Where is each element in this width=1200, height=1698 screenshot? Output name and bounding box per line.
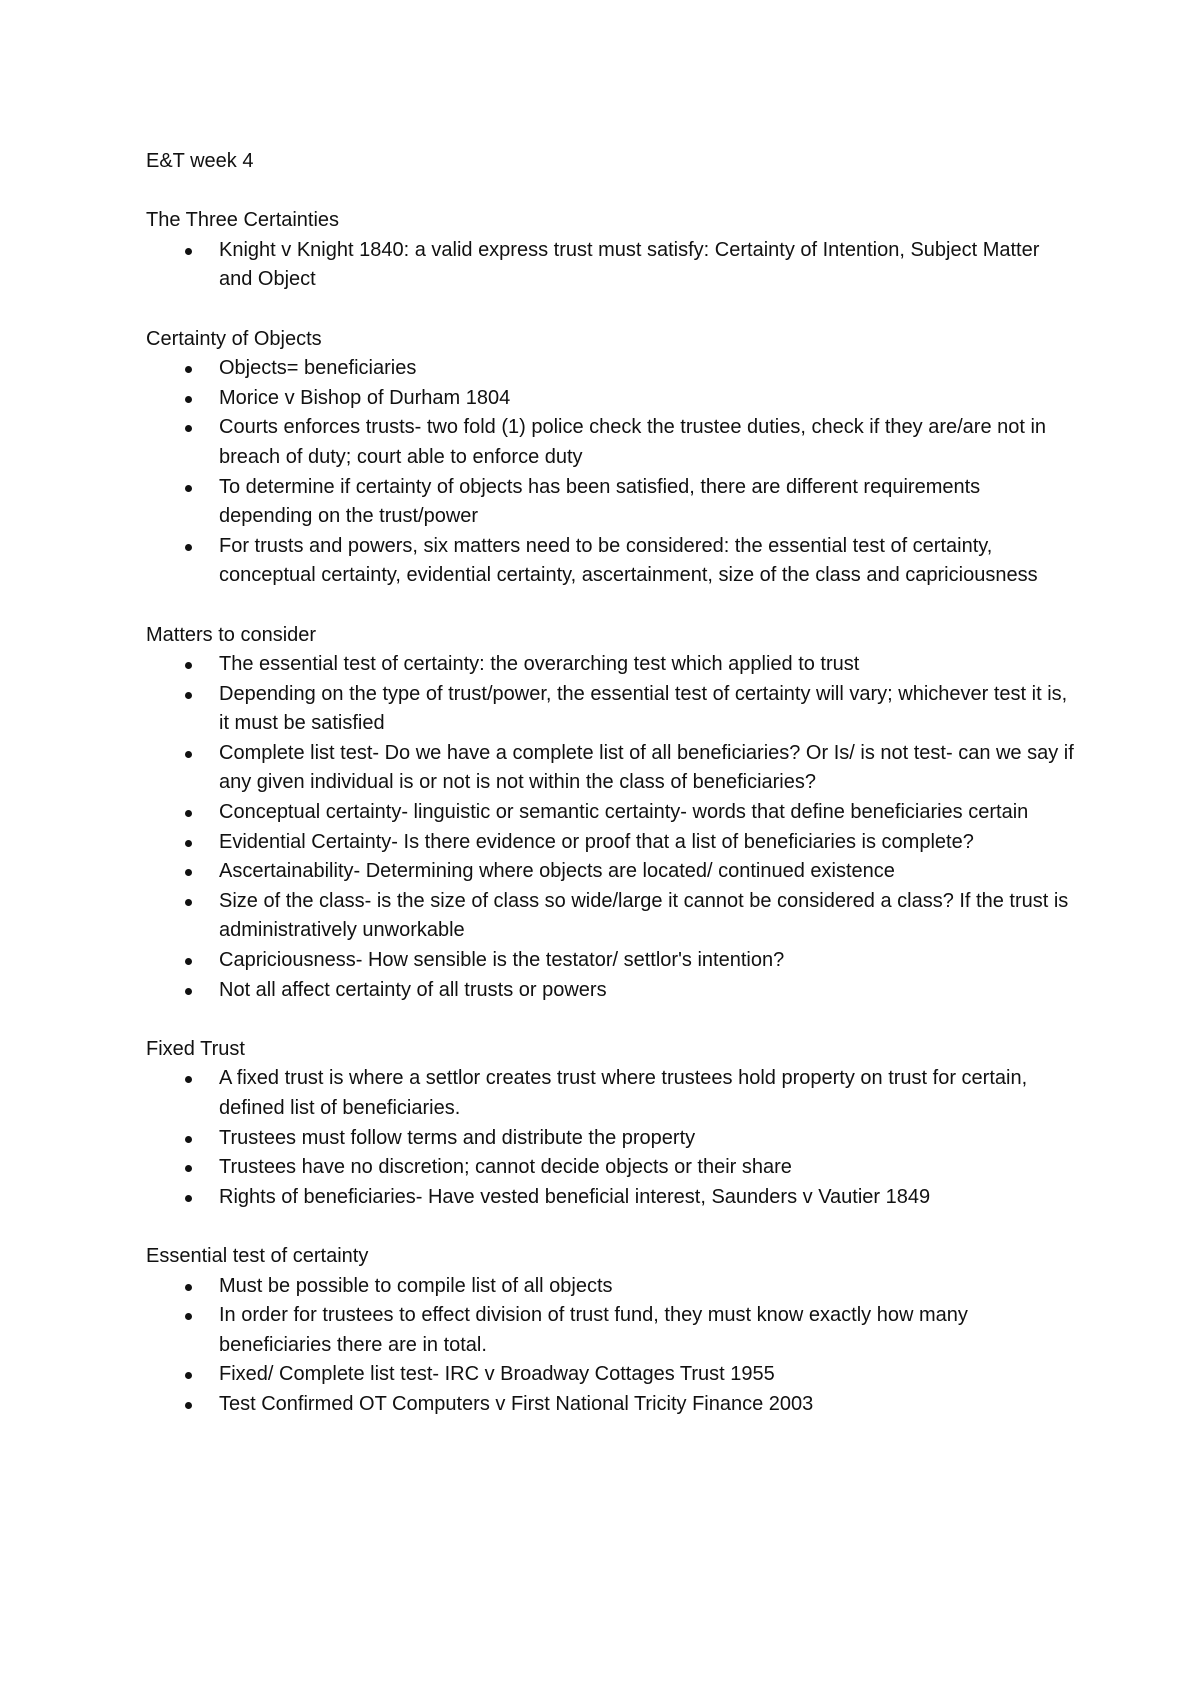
bullet-dot-icon [185,692,192,699]
list-item-text: Rights of beneficiaries- Have vested beneficial interest, Saunders v Vautier 1849 [219,1185,931,1208]
list-item [146,1064,1076,1123]
list-item-text: Depending on the type of trust/power, the essential test of certainty will vary; whichever test it is, it must be satisfied [219,682,1068,735]
bullet-dot-icon [185,366,192,373]
bullet-dot-icon [185,1076,192,1083]
bullet-dot-icon [185,1284,192,1291]
list-item [146,798,1076,828]
list-item [146,1272,1076,1302]
bullet-dot-icon [185,425,192,432]
list-item-text: Trustees have no discretion; cannot decide objects or their share [219,1156,792,1179]
bullet-dot-icon [185,1136,192,1143]
document-body [146,147,1076,1449]
section-matters-to-consider [146,621,1076,1006]
bullet-dot-icon [185,810,192,817]
list-item-text: Test Confirmed OT Computers v First National Tricity Finance 2003 [219,1392,814,1415]
list-item-text: Evidential Certainty- Is there evidence or proof that a list of beneficiaries is complete? [219,830,974,853]
list-item [146,739,1076,798]
bullet-dot-icon [185,988,192,995]
bullet-dot-icon [185,662,192,669]
list-item [146,413,1076,472]
bullet-dot-icon [185,1372,192,1379]
section-heading: Certainty of Objects [146,327,322,350]
list-item-text: To determine if certainty of objects has been satisfied, there are different requirements depending on the trust/power [219,475,981,528]
bullet-dot-icon [185,248,192,255]
list-item [146,1390,1076,1420]
bullet-dot-icon [185,869,192,876]
bullet-list [146,650,1076,1005]
section-heading: Matters to consider [146,623,317,646]
list-item [146,1301,1076,1360]
list-item [146,1153,1076,1183]
bullet-list [146,1272,1076,1420]
section-certainty-of-objects [146,325,1076,591]
list-item [146,354,1076,384]
list-item [146,887,1076,946]
list-item [146,1360,1076,1390]
bullet-list [146,354,1076,591]
list-item-text: Must be possible to compile list of all objects [219,1274,613,1297]
list-item [146,650,1076,680]
list-item [146,1124,1076,1154]
bullet-dot-icon [185,899,192,906]
list-item [146,857,1076,887]
section-fixed-trust [146,1035,1076,1213]
bullet-list [146,1064,1076,1212]
bullet-dot-icon [185,1402,192,1409]
list-item-text: For trusts and powers, six matters need to be considered: the essential test of certainty, conceptual certainty, evidential certainty, ascertainment, size of the class and capriciousness [219,534,1038,587]
list-item-text: Capriciousness- How sensible is the testator/ settlor's intention? [219,949,785,972]
document-title: E&T week 4 [146,150,254,172]
list-item-text: Conceptual certainty- linguistic or semantic certainty- words that define beneficiaries certain [219,801,1029,824]
bullet-dot-icon [185,958,192,965]
list-item [146,532,1076,591]
list-item-text: Ascertainability- Determining where objects are located/ continued existence [219,860,895,883]
section-heading: Essential test of certainty [146,1244,369,1267]
section-heading: Fixed Trust [146,1037,245,1060]
list-item [146,473,1076,532]
bullet-dot-icon [185,396,192,403]
bullet-dot-icon [185,544,192,551]
list-item-text: Knight v Knight 1840: a valid express trust must satisfy: Certainty of Intention, Subject Matter and Object [219,238,1040,291]
list-item [146,680,1076,739]
list-item-text: Trustees must follow terms and distribute the property [219,1126,696,1149]
list-item-text: In order for trustees to effect division of trust fund, they must know exactly how many beneficiaries there are in total. [219,1304,968,1356]
list-item-text: Size of the class- is the size of class so wide/large it cannot be considered a class? If the trust is administratively unworkable [219,889,1069,942]
section-heading: The Three Certainties [146,209,340,232]
bullet-dot-icon [185,751,192,758]
list-item [146,828,1076,858]
list-item [146,946,1076,976]
list-item-text: Fixed/ Complete list test- IRC v Broadway Cottages Trust 1955 [219,1363,775,1386]
list-item [146,236,1076,295]
list-item-text: The essential test of certainty: the overarching test which applied to trust [219,653,860,676]
bullet-dot-icon [185,840,192,847]
section-three-certainties [146,206,1076,295]
bullet-dot-icon [185,1165,192,1172]
list-item-text: Morice v Bishop of Durham 1804 [219,386,511,409]
list-item-text: A fixed trust is where a settlor creates trust where trustees hold property on trust for certain, defined list of beneficiaries. [219,1067,1028,1119]
bullet-list [146,236,1076,295]
list-item-text: Complete list test- Do we have a complete list of all beneficiaries? Or Is/ is not test- can we say if any given individual is or not is not within the class of beneficiaries? [219,741,1074,794]
list-item [146,1183,1076,1213]
list-item [146,976,1076,1006]
bullet-dot-icon [185,1195,192,1202]
bullet-dot-icon [185,1313,192,1320]
list-item [146,384,1076,414]
list-item-text: Objects= beneficiaries [219,357,417,380]
section-essential-test-of-certainty [146,1242,1076,1420]
bullet-dot-icon [185,485,192,492]
list-item-text: Not all affect certainty of all trusts or powers [219,978,607,1001]
list-item-text: Courts enforces trusts- two fold (1) police check the trustee duties, check if they are/are not in breach of duty; court able to enforce duty [219,416,1047,468]
